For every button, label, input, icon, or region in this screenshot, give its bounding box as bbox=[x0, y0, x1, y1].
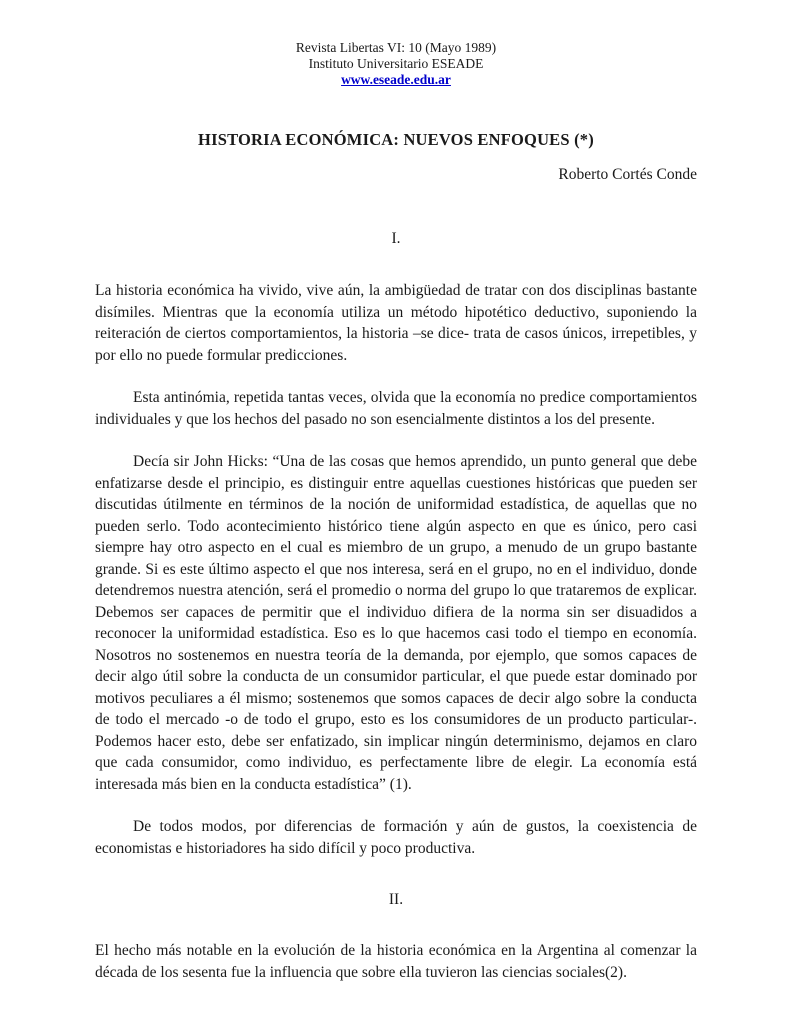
section-heading-1: I. bbox=[391, 230, 401, 247]
institute-name: Instituto Universitario ESEADE bbox=[308, 56, 484, 71]
section-heading-2: II. bbox=[388, 891, 404, 908]
journal-title: Revista Libertas VI: 10 (Mayo 1989) bbox=[295, 40, 497, 55]
paragraph: Esta antinómia, repetida tantas veces, olvida que la economía no predice comportamientos individuales y que los hechos del pasado no son esencialmente distintos a los del presente. bbox=[95, 389, 697, 428]
section-2-body bbox=[95, 940, 697, 983]
paragraph: El hecho más notable en la evolución de la historia económica en la Argentina al comenzar la década de los sesenta fue la influencia que sobre ella tuvieron las ciencias sociales(2). bbox=[95, 942, 697, 981]
eseade-link[interactable]: www.eseade.edu.ar bbox=[341, 72, 451, 87]
paragraph: La historia económica ha vivido, vive aún, la ambigüedad de tratar con dos disciplinas bastante disímiles. Mientras que la economía utiliza un método hipotético deductivo, suponiendo la reiteración de ciertos comportamientos, la historia –se dice- trata de casos únicos, irrepetibles, y por ello no puede formular predicciones. bbox=[95, 282, 697, 364]
paragraph: De todos modos, por diferencias de formación y aún de gustos, la coexistencia de economistas e historiadores ha sido difícil y poco productiva. bbox=[95, 818, 697, 857]
author-name: Roberto Cortés Conde bbox=[558, 166, 697, 183]
paragraph: Decía sir John Hicks: “Una de las cosas que hemos aprendido, un punto general que debe enfatizarse desde el principio, es distinguir entre aquellas cuestiones históricas que pueden ser discutidas útilmente en términos de la noción de uniformidad estadística, de aquellas que no pueden serlo. Todo acontecimiento histórico tiene algún aspecto en que es único, pero casi siempre hay otro aspecto en el cual es miembro de un grupo, a menudo de un grupo bastante grande. Si es este último aspecto el que nos interesa, será en el grupo, no en el individuo, donde detendremos nuestra atención, será el promedio o norma del grupo lo que trataremos de explicar. Debemos ser capaces de permitir que el individuo difiera de la norma sin ser disuadidos a reconocer la uniformidad estadística. Eso es lo que hacemos casi todo el tiempo en economía. Nosotros no sostenemos en nuestra teoría de la demanda, por ejemplo, que somos capaces de decir algo útil sobre la conducta de un consumidor particular, el que puede estar dominado por motivos peculiares a él mismo; sostenemos que somos capaces de decir algo sobre la conducta de todo el mercado -o de todo el grupo, esto es los consumidores de un producto particular-. Podemos hacer esto, debe ser enfatizado, sin implicar ningún determinismo, dejamos en claro que cada consumidor, como individuo, es perfectamente libre de elegir. La economía está interesada más bien en la conducta estadística” (1). bbox=[95, 453, 697, 793]
article-title: HISTORIA ECONÓMICA: NUEVOS ENFOQUES (*) bbox=[198, 130, 594, 149]
section-1-body bbox=[95, 280, 697, 859]
journal-header bbox=[95, 40, 697, 88]
